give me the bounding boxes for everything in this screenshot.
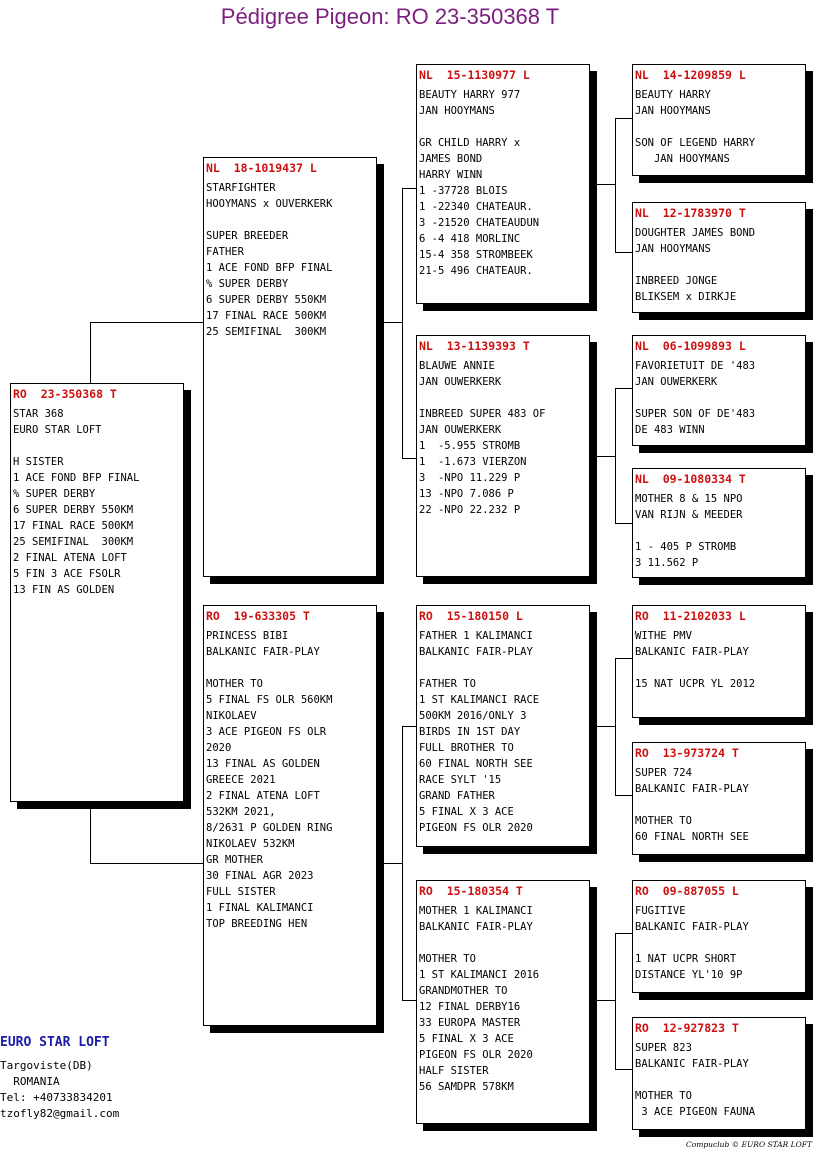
- pedigree-line: [635, 390, 805, 406]
- pedigree-line: 21-5 496 CHATEAUR.: [419, 265, 533, 277]
- pedigree-line: % SUPER DERBY: [13, 488, 96, 500]
- pedigree-line: STARFIGHTER: [206, 182, 276, 194]
- pedigree-line: [635, 523, 805, 539]
- pedigree-line: BALKANIC FAIR-PLAY: [419, 646, 533, 658]
- pedigree-line: 1 -5.955 STROMB: [419, 440, 521, 452]
- pedigree-line: 25 SEMIFINAL 300KM: [206, 326, 327, 338]
- pedigree-line: BALKANIC FAIR-PLAY: [419, 921, 533, 933]
- loft-city: Targoviste(DB): [0, 1059, 93, 1072]
- pedigree-line: 3 ACE PIGEON FS OLR: [206, 726, 327, 738]
- pedigree-line: FULL SISTER: [206, 886, 276, 898]
- pedigree-line: JAMES BOND: [419, 153, 483, 165]
- pedigree-line: BALKANIC FAIR-PLAY: [635, 783, 749, 795]
- connector: [402, 458, 417, 459]
- pigeon-card-sire: [203, 157, 377, 577]
- pedigree-line: 25 SEMIFINAL 300KM: [13, 536, 134, 548]
- loft-email[interactable]: tzofly82@gmail.com: [0, 1107, 120, 1120]
- connector: [597, 184, 615, 185]
- connector: [615, 388, 616, 523]
- pedigree-line: 1 NAT UCPR SHORT: [635, 953, 737, 965]
- pedigree-line: BLIKSEM x DIRKJE: [635, 291, 737, 303]
- pedigree-line: GREECE 2021: [206, 774, 276, 786]
- pedigree-line: 33 EUROPA MASTER: [419, 1017, 521, 1029]
- pedigree-line: HOOYMANS x OUVERKERK: [206, 198, 333, 210]
- connector: [384, 863, 402, 864]
- ring-number: RO 19-633305 T: [206, 609, 310, 623]
- loft-name: EURO STAR LOFT: [0, 1035, 110, 1050]
- pedigree-line: JAN HOOYMANS: [419, 105, 495, 117]
- pedigree-line: MOTHER 1 KALIMANCI: [419, 905, 533, 917]
- pedigree-line: JAN OUWERKERK: [419, 376, 502, 388]
- pedigree-line: [635, 1072, 805, 1088]
- pedigree-line: 1 ACE FOND BFP FINAL: [13, 472, 140, 484]
- connector: [615, 252, 632, 253]
- pedigree-line: FUGITIVE: [635, 905, 686, 917]
- pedigree-line: PRINCESS BIBI: [206, 630, 289, 642]
- pigeon-card-dam: [203, 605, 377, 1026]
- pedigree-line: 22 -NPO 22.232 P: [419, 504, 521, 516]
- pedigree-line: 15 NAT UCPR YL 2012: [635, 678, 756, 690]
- connector: [615, 1069, 632, 1070]
- pigeon-card-sire-sire: [416, 64, 590, 304]
- connector: [90, 322, 91, 383]
- pigeon-card-sds: [632, 335, 806, 446]
- pedigree-line: BALKANIC FAIR-PLAY: [635, 646, 749, 658]
- pedigree-line: HALF SISTER: [419, 1065, 489, 1077]
- ring-number: NL 15-1130977 L: [419, 68, 530, 82]
- pedigree-line: MOTHER 8 & 15 NPO: [635, 493, 743, 505]
- pedigree-line: [419, 119, 589, 135]
- connector: [615, 118, 616, 252]
- pedigree-line: [419, 390, 589, 406]
- connector: [615, 523, 632, 524]
- pedigree-line: 1 FINAL KALIMANCI: [206, 902, 314, 914]
- pedigree-line: 3 11.562 P: [635, 557, 699, 569]
- pedigree-line: [13, 438, 183, 454]
- pedigree-line: 5 FINAL FS OLR 560KM: [206, 694, 333, 706]
- pedigree-line: MOTHER TO: [635, 1090, 692, 1102]
- connector: [615, 118, 632, 119]
- pedigree-line: INBREED JONGE: [635, 275, 718, 287]
- pedigree-line: 13 -NPO 7.086 P: [419, 488, 514, 500]
- pedigree-line: WITHE PMV: [635, 630, 692, 642]
- pedigree-line: 1 -22340 CHATEAUR.: [419, 201, 533, 213]
- pedigree-line: NIKOLAEV 532KM: [206, 838, 295, 850]
- pedigree-line: 6 SUPER DERBY 550KM: [13, 504, 134, 516]
- pedigree-line: GRANDMOTHER TO: [419, 985, 508, 997]
- pedigree-line: 30 FINAL AGR 2023: [206, 870, 314, 882]
- pedigree-line: INBREED SUPER 483 OF: [419, 408, 546, 420]
- pedigree-line: 8/2631 P GOLDEN RING: [206, 822, 333, 834]
- pedigree-line: STAR 368: [13, 408, 64, 420]
- pedigree-line: 2 FINAL ATENA LOFT: [206, 790, 320, 802]
- pedigree-line: JAN OUWERKERK: [419, 424, 502, 436]
- credit-text: Compuclub © EURO STAR LOFT: [686, 1140, 812, 1149]
- pedigree-line: RACE SYLT '15: [419, 774, 502, 786]
- loft-country: ROMANIA: [0, 1075, 60, 1088]
- pedigree-line: HARRY WINN: [419, 169, 483, 181]
- pedigree-line: 5 FIN 3 ACE FSOLR: [13, 568, 121, 580]
- pedigree-line: FATHER: [206, 246, 244, 258]
- pedigree-line: [635, 660, 805, 676]
- pedigree-line: 17 FINAL RACE 500KM: [206, 310, 327, 322]
- pedigree-line: FULL BROTHER TO: [419, 742, 514, 754]
- pedigree-line: BALKANIC FAIR-PLAY: [635, 1058, 749, 1070]
- pedigree-line: [635, 935, 805, 951]
- pedigree-line: FATHER TO: [419, 678, 476, 690]
- pedigree-line: GRAND FATHER: [419, 790, 495, 802]
- pedigree-line: 13 FIN AS GOLDEN: [13, 584, 115, 596]
- connector: [402, 188, 417, 189]
- pedigree-line: H SISTER: [13, 456, 64, 468]
- pedigree-line: 1 - 405 P STROMB: [635, 541, 737, 553]
- pedigree-line: DE 483 WINN: [635, 424, 705, 436]
- connector: [615, 933, 616, 1069]
- pedigree-line: JAN HOOYMANS: [635, 153, 730, 165]
- pedigree-line: 1 ST KALIMANCI RACE: [419, 694, 540, 706]
- ring-number: RO 09-887055 L: [635, 884, 739, 898]
- ring-number: RO 15-180354 T: [419, 884, 523, 898]
- pedigree-line: 2020: [206, 742, 232, 754]
- pedigree-line: MOTHER TO: [419, 953, 476, 965]
- pedigree-line: [635, 257, 805, 273]
- pedigree-line: 500KM 2016/ONLY 3: [419, 710, 527, 722]
- pigeon-card-ssd: [632, 202, 806, 313]
- pigeon-card-subject: [10, 383, 184, 802]
- pedigree-line: PIGEON FS OLR 2020: [419, 1049, 533, 1061]
- pedigree-line: 6 -4 418 MORLINC: [419, 233, 521, 245]
- pedigree-line: BALKANIC FAIR-PLAY: [206, 646, 320, 658]
- pedigree-line: GR CHILD HARRY x: [419, 137, 521, 149]
- loft-phone: Tel: +40733834201: [0, 1091, 113, 1104]
- connector: [402, 726, 417, 727]
- pedigree-line: JAN HOOYMANS: [635, 243, 711, 255]
- pedigree-line: 1 ST KALIMANCI 2016: [419, 969, 540, 981]
- connector: [597, 726, 615, 727]
- ring-number: RO 23-350368 T: [13, 387, 117, 401]
- pedigree-line: [635, 797, 805, 813]
- ring-number: RO 11-2102033 L: [635, 609, 746, 623]
- pedigree-line: BIRDS IN 1ST DAY: [419, 726, 521, 738]
- pedigree-line: SUPER 823: [635, 1042, 692, 1054]
- pedigree-line: 3 -21520 CHATEAUDUN: [419, 217, 540, 229]
- pedigree-line: 1 -37728 BLOIS: [419, 185, 508, 197]
- pedigree-line: EURO STAR LOFT: [13, 424, 102, 436]
- pedigree-line: SUPER 724: [635, 767, 692, 779]
- pedigree-line: JAN HOOYMANS: [635, 105, 711, 117]
- ring-number: NL 12-1783970 T: [635, 206, 746, 220]
- pedigree-line: GR MOTHER: [206, 854, 263, 866]
- connector: [402, 726, 403, 1000]
- pedigree-line: FAVORIETUIT DE '483: [635, 360, 756, 372]
- ring-number: NL 18-1019437 L: [206, 161, 317, 175]
- pedigree-line: 5 FINAL X 3 ACE: [419, 1033, 514, 1045]
- connector: [402, 1000, 417, 1001]
- pigeon-card-sire-dam: [416, 335, 590, 577]
- page-title: Pédigree Pigeon: RO 23-350368 T: [220, 4, 560, 29]
- pedigree-line: VAN RIJN & MEEDER: [635, 509, 743, 521]
- connector: [384, 322, 402, 323]
- pedigree-line: 12 FINAL DERBY16: [419, 1001, 521, 1013]
- pedigree-line: 2 FINAL ATENA LOFT: [13, 552, 127, 564]
- pigeon-card-dam-sire: [416, 605, 590, 847]
- pedigree-line: DISTANCE YL'10 9P: [635, 969, 743, 981]
- pedigree-line: % SUPER DERBY: [206, 278, 289, 290]
- connector: [615, 658, 616, 795]
- connector: [615, 933, 632, 934]
- pedigree-line: 60 FINAL NORTH SEE: [635, 831, 749, 843]
- pedigree-line: [635, 119, 805, 135]
- pedigree-line: 1 -1.673 VIERZON: [419, 456, 527, 468]
- pigeon-card-ddd: [632, 1017, 806, 1130]
- pedigree-line: SUPER SON OF DE'483: [635, 408, 756, 420]
- pedigree-line: TOP BREEDING HEN: [206, 918, 308, 930]
- pedigree-line: JAN OUWERKERK: [635, 376, 718, 388]
- connector: [90, 802, 91, 863]
- pedigree-line: 1 ACE FOND BFP FINAL: [206, 262, 333, 274]
- pedigree-line: 15-4 358 STROMBEEK: [419, 249, 533, 261]
- ring-number: RO 12-927823 T: [635, 1021, 739, 1035]
- pedigree-line: DOUGHTER JAMES BOND: [635, 227, 756, 239]
- pedigree-line: BEAUTY HARRY: [635, 89, 711, 101]
- pedigree-line: 6 SUPER DERBY 550KM: [206, 294, 327, 306]
- pedigree-line: 5 FINAL X 3 ACE: [419, 806, 514, 818]
- pedigree-line: [206, 212, 376, 228]
- pedigree-line: 3 ACE PIGEON FAUNA: [635, 1106, 756, 1118]
- pedigree-line: BALKANIC FAIR-PLAY: [635, 921, 749, 933]
- ring-number: NL 06-1099893 L: [635, 339, 746, 353]
- pigeon-card-dam-dam: [416, 880, 590, 1124]
- pigeon-card-sdd: [632, 468, 806, 578]
- pedigree-line: [419, 935, 589, 951]
- pedigree-line: MOTHER TO: [635, 815, 692, 827]
- pedigree-line: 3 -NPO 11.229 P: [419, 472, 521, 484]
- pedigree-line: 56 SAMDPR 578KM: [419, 1081, 514, 1093]
- pedigree-line: 17 FINAL RACE 500KM: [13, 520, 134, 532]
- pedigree-line: PIGEON FS OLR 2020: [419, 822, 533, 834]
- pedigree-line: [419, 660, 589, 676]
- pedigree-line: [206, 660, 376, 676]
- pedigree-line: 13 FINAL AS GOLDEN: [206, 758, 320, 770]
- pigeon-card-dss: [632, 605, 806, 718]
- ring-number: RO 15-180150 L: [419, 609, 523, 623]
- ring-number: NL 14-1209859 L: [635, 68, 746, 82]
- pedigree-line: 532KM 2021,: [206, 806, 276, 818]
- pedigree-line: BLAUWE ANNIE: [419, 360, 495, 372]
- connector: [615, 795, 632, 796]
- connector: [597, 1000, 615, 1001]
- pedigree-line: BEAUTY HARRY 977: [419, 89, 521, 101]
- pigeon-card-dds: [632, 880, 806, 993]
- connector: [615, 388, 632, 389]
- ring-number: NL 13-1139393 T: [419, 339, 530, 353]
- connector: [90, 322, 204, 323]
- pigeon-card-dsd: [632, 742, 806, 855]
- ring-number: RO 13-973724 T: [635, 746, 739, 760]
- pedigree-line: 60 FINAL NORTH SEE: [419, 758, 533, 770]
- pedigree-line: SUPER BREEDER: [206, 230, 289, 242]
- connector: [615, 658, 632, 659]
- ring-number: NL 09-1080334 T: [635, 472, 746, 486]
- pigeon-card-sss: [632, 64, 806, 176]
- connector: [402, 188, 403, 458]
- pedigree-line: SON OF LEGEND HARRY: [635, 137, 756, 149]
- connector: [597, 456, 615, 457]
- connector: [90, 863, 204, 864]
- pedigree-line: MOTHER TO: [206, 678, 263, 690]
- pedigree-line: FATHER 1 KALIMANCI: [419, 630, 533, 642]
- pedigree-line: NIKOLAEV: [206, 710, 257, 722]
